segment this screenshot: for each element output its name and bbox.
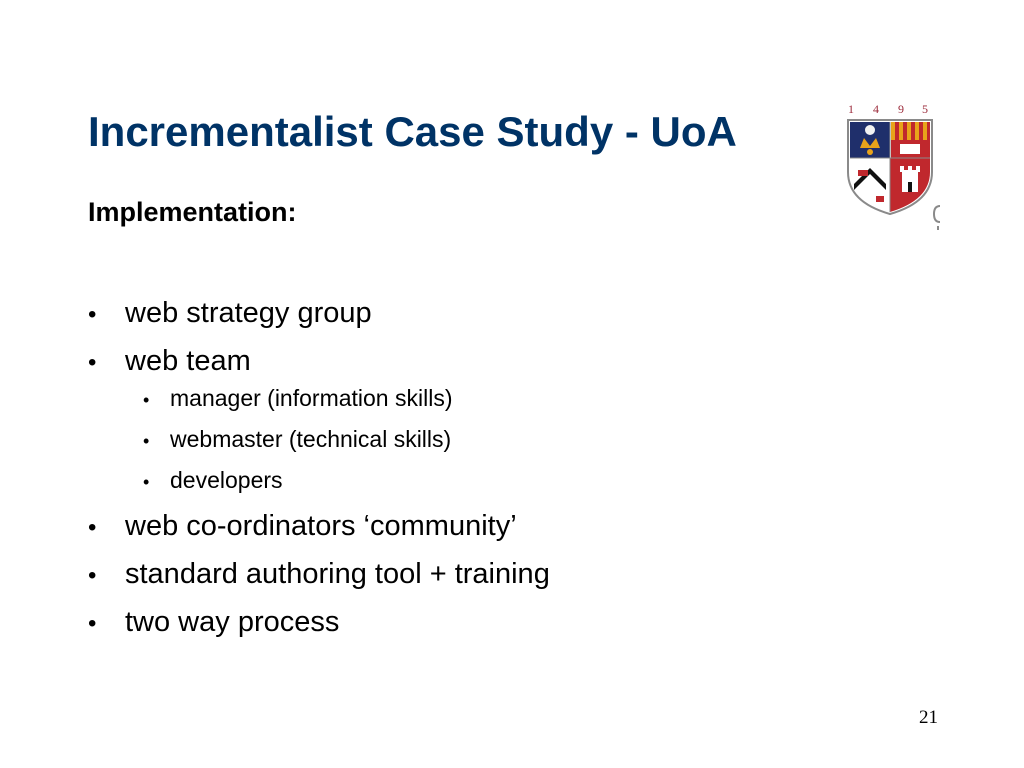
bullet-dot: •: [143, 472, 150, 492]
sub-bullet-text: developers: [170, 467, 283, 493]
bullet-text: standard authoring tool + training: [125, 558, 550, 590]
sub-bullet-item: [88, 424, 788, 465]
bullet-dot: •: [88, 514, 97, 541]
bullet-item: [88, 602, 788, 650]
bullet-dot: •: [143, 431, 150, 451]
bullet-dot: •: [88, 301, 97, 328]
sub-bullet-item: [88, 465, 788, 506]
bullet-text: web co-ordinators ‘community’: [125, 510, 517, 542]
bullet-dot: •: [88, 349, 97, 376]
sub-bullet-item: [88, 383, 788, 424]
section-subheading: Implementation:: [88, 197, 297, 227]
svg-text:9: 9: [898, 102, 904, 116]
sub-bullet-text: webmaster (technical skills): [170, 426, 452, 452]
svg-text:1: 1: [848, 102, 854, 116]
bullet-item: [88, 506, 788, 554]
bullet-dot: •: [88, 610, 97, 637]
svg-text:5: 5: [922, 102, 928, 116]
bullet-item: [88, 554, 788, 602]
bullet-list: [88, 293, 788, 650]
bullet-text: web strategy group: [125, 297, 372, 329]
bullet-text: two way process: [125, 606, 340, 638]
page-number: 21: [919, 707, 938, 728]
bullet-item: [88, 293, 788, 341]
bullet-dot: •: [88, 562, 97, 589]
sub-bullet-text: manager (information skills): [170, 385, 453, 411]
bullet-item: [88, 341, 788, 389]
svg-text:4: 4: [873, 102, 879, 116]
slide-title: Incrementalist Case Study - UoA: [88, 108, 737, 155]
bullet-dot: •: [143, 390, 150, 410]
bullet-text: web team: [125, 345, 251, 377]
university-crest-logo: [840, 100, 950, 235]
crest-year: [848, 102, 928, 116]
